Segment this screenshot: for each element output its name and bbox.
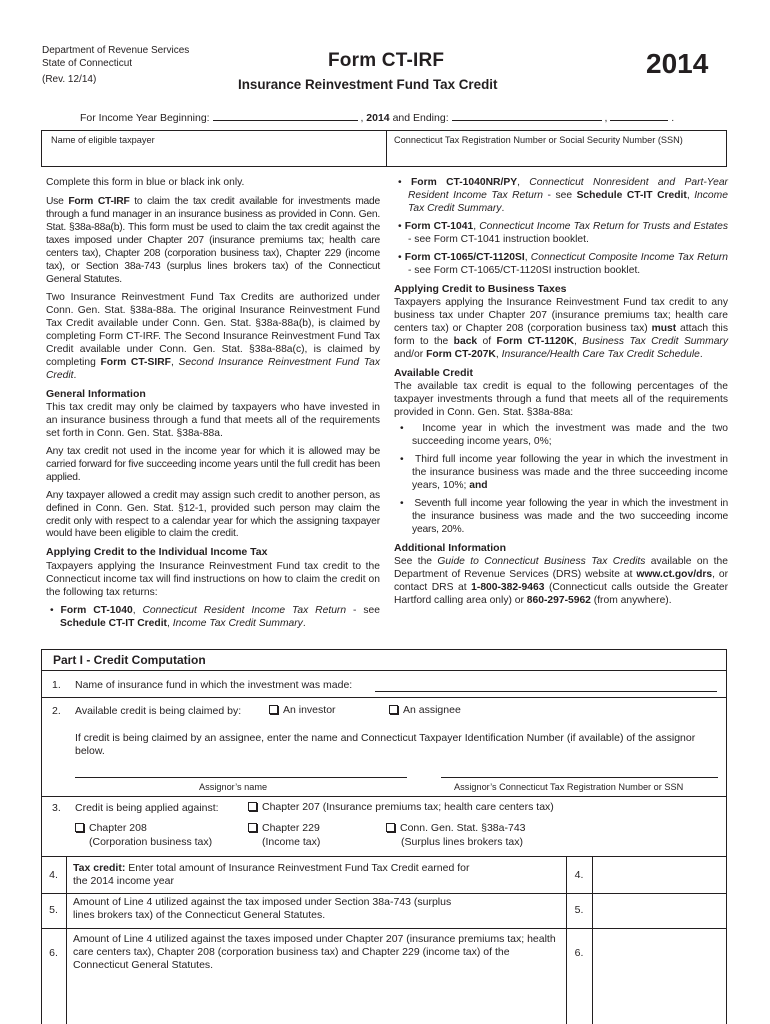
two-credits-paragraph: Two Insurance Reinvestment Fund Tax Credits are authorized under Conn. Gen. Stat. §38a-88a. The original Insurance Reinvestment Fund Tax Credit available under Conn. Gen. Stat. §38a-88a(b), is claimed by completing Form CT-IRF. The Second Insurance Reinvestment Fund Tax Credit available under Conn. Gen. Stat. §38a-88a(c), is claimed by completing Form CT-SIRF, Second Insurance Reinvestment Fund Tax Credit. [46,291,380,381]
line4-amount-field[interactable] [594,858,725,891]
line5-label: Amount of Line 4 utilized against the tax imposed under Section 38a-743 (surplus lines brokers tax) of the Connecticut General Statutes. [73,896,452,922]
form-title: Form CT-IRF [328,50,445,71]
line1-number: 1. [52,679,61,691]
taxpayer-name-input[interactable] [43,145,383,164]
individual-tax-heading: Applying Credit to the Individual Income Tax [46,546,268,559]
revision-date: (Rev. 12/14) [42,74,97,85]
line5-amount-field[interactable] [594,895,725,926]
amount-col-divider [592,856,593,1024]
chapter207-option[interactable]: Chapter 207 (Insurance premiums tax; health care centers tax) [248,801,554,814]
general-info-heading: General Information [46,387,146,400]
instructions-right [394,177,728,613]
income-year-begin-label: For Income Year Beginning: [80,112,210,124]
line5-rule [41,928,727,929]
section743-desc: (Surplus lines brokers tax) [401,836,523,848]
line4-number: 4. [49,869,58,881]
taxpayer-name-label: Name of eligible taxpayer [51,135,155,145]
assignor-reg-label: Assignor’s Connecticut Tax Registration Number or SSN [454,782,684,792]
line6-number: 6. [49,947,58,959]
income-year-row [80,111,674,125]
line3-number: 3. [52,802,61,814]
line5-number: 5. [49,904,58,916]
line6-box-number: 6. [574,947,584,959]
business-tax-heading: Applying Credit to Business Taxes [394,282,567,295]
bullet-ct1041: • Form CT-1041, Connecticut Income Tax Return for Trusts and Estates - see Form CT-1041 instruction booklet. [398,220,728,245]
income-year-bold: 2014 [366,112,390,124]
line1-label: Name of insurance fund in which the investment was made: [75,679,353,691]
line2-rule [41,796,727,797]
additional-info-heading: Additional Information [394,541,506,554]
line4-label: Tax credit: Enter total amount of Insurance Reinvestment Fund Tax Credit earned for the 2014 income year [73,862,470,888]
line5-box-number: 5. [574,904,584,916]
available-credit-0pct: • Income year in which the investment was made and the two succeeding income years, 0%; [400,422,728,447]
additional-info-paragraph: See the Guide to Connecticut Business Tax Credits available on the Department of Revenue Services (DRS) website at www.ct.gov/drs, or contact DRS at 1-800-382-9463 (Connecticut calls outside the Greater Hartford calling area only) or 860-297-5962 (from anywhere). [394,555,729,606]
bullet-ct1040: • Form CT-1040, Connecticut Resident Income Tax Return - see Schedule CT-IT Credit, Income Tax Credit Summary. [50,604,380,629]
line3-rule [41,856,727,857]
income-year-end-year-field[interactable] [610,111,668,121]
chapter229-desc: (Income tax) [262,836,321,848]
chapter208-desc: (Corporation business tax) [89,836,213,848]
num-col-divider [66,856,67,1024]
line2-number: 2. [52,705,61,717]
chapter208-option[interactable]: Chapter 208 [75,822,147,835]
individual-tax-paragraph: Taxpayers applying the Insurance Reinvestment Fund tax credit to the Connecticut income tax will find instructions on how to claim the credit on the following tax returns: [46,560,380,598]
investor-checkbox[interactable] [269,705,278,714]
chapter229-checkbox[interactable] [248,823,257,832]
comma: , [360,112,364,124]
state-name: State of Connecticut [42,58,133,69]
line6-label: Amount of Line 4 utilized against the taxes imposed under Chapter 207 (insurance premiums tax; health care centers tax), Chapter 208 (corporation business tax) and Chapter 229 (income tax) of the Connecticut General Statutes. [73,933,556,972]
department-name: Department of Revenue Services [42,45,190,56]
bullet-ct1065: • Form CT-1065/CT-1120SI, Connecticut Composite Income Tax Return - see Form CT-1065/CT-1120SI instruction booklet. [398,251,728,276]
period: . [671,112,675,124]
use-paragraph: Use Form CT-IRF to claim the tax credit available for investments made through a fund manager in an insurance business as provided in Conn. Gen. Stat. §38a-88a(b). This form must be used to claim the tax credit against the taxes imposed under Chapter 207 (insurance premiums tax; health care centers tax), Chapter 208 (corporation business tax), Chapter 229 (income tax), or Section 38a-743 (surplus lines brokers tax) of the Connecticut General Statutes. [46,195,380,285]
assignee-note: If credit is being claimed by an assignee, enter the name and Connecticut Taxpayer Identification Number (if available) of the assignor below. [75,732,696,758]
line6-amount-field[interactable] [594,930,725,974]
income-year-begin-field[interactable] [213,111,358,121]
available-credit-20pct: • Seventh full income year following the year in which the investment in the insurance business was made and the two succeeding income years, 20%. [400,497,729,535]
line4-box-number: 4. [574,869,584,881]
business-tax-paragraph: Taxpayers applying the Insurance Reinvestment Fund tax credit to any business tax under Chapter 207 (insurance premiums tax; health care centers tax) or Chapter 208 (corporation business tax) must attach this form to the back of Form CT-1120K, Business Tax Credit Summary and/or Form CT-207K, Insurance/Health Care Tax Credit Schedule. [394,297,728,360]
instructions-left [46,177,380,636]
available-credit-heading: Available Credit [394,366,473,379]
line4-rule [41,893,727,894]
general-info-3: Any taxpayer allowed a credit may assign such credit to another person, as defined in Conn. Gen. Stat. §12-1, provided such person may claim the credit only with respect to a calendar year for which the assigning taxpayer would have been eligible to claim the credit. [46,489,380,540]
taxpayer-reg-input[interactable] [388,145,724,164]
section743-option[interactable]: Conn. Gen. Stat. §38a-743 [386,822,526,835]
taxpayer-divider [386,131,387,166]
line1-fund-name-field[interactable] [375,691,717,692]
available-credit-10pct: • Third full income year following the year in which the investment in the insurance business was made and the three succeeding income years, 10%; and [400,453,728,491]
tax-year: 2014 [646,48,709,79]
comma2: , [604,112,608,124]
chapter208-checkbox[interactable] [75,823,84,832]
section743-checkbox[interactable] [386,823,395,832]
available-credit-paragraph: The available tax credit is equal to the following percentages of the taxpayer investments through a fund that meets all of the requirements provided in Conn. Gen. Stat. §38a-88a: [394,381,728,418]
general-info-2: Any tax credit not used in the income year for which it is allowed may be carried forward for five succeeding income years until the full credit has been applied. [46,445,380,483]
assignee-checkbox[interactable] [389,705,398,714]
assignor-name-label: Assignor’s name [199,782,268,792]
part1-title-rule [41,670,727,671]
taxpayer-box [41,130,727,167]
investor-option[interactable]: An investor [269,704,336,717]
income-year-end-label: and Ending: [392,112,449,124]
form-subtitle: Insurance Reinvestment Fund Tax Credit [238,77,498,92]
line3-label: Credit is being applied against: [75,802,219,814]
chapter229-option[interactable]: Chapter 229 [248,822,320,835]
general-info-1: This tax credit may only be claimed by taxpayers who have invested in an insurance business through a fund that meets all of the requirements set forth in Conn. Gen. Stat. §38a-88a. [46,401,380,439]
assignor-reg-field[interactable] [441,777,718,778]
line1-rule [41,697,727,698]
part1-title: Part I - Credit Computation [53,653,206,667]
line2-label: Available credit is being claimed by: [75,705,242,717]
assignor-name-field[interactable] [75,777,407,778]
taxpayer-reg-label: Connecticut Tax Registration Number or Social Security Number (SSN) [394,135,683,145]
bullet-ct1040nrpy: • Form CT-1040NR/PY, Connecticut Nonresident and Part-Year Resident Income Tax Return - see Schedule CT-IT Credit, Income Tax Credit Summary. [398,177,728,214]
chapter207-checkbox[interactable] [248,802,257,811]
income-year-end-field[interactable] [452,111,602,121]
ink-note: Complete this form in blue or black ink only. [46,177,245,188]
assignee-option[interactable]: An assignee [389,704,461,717]
